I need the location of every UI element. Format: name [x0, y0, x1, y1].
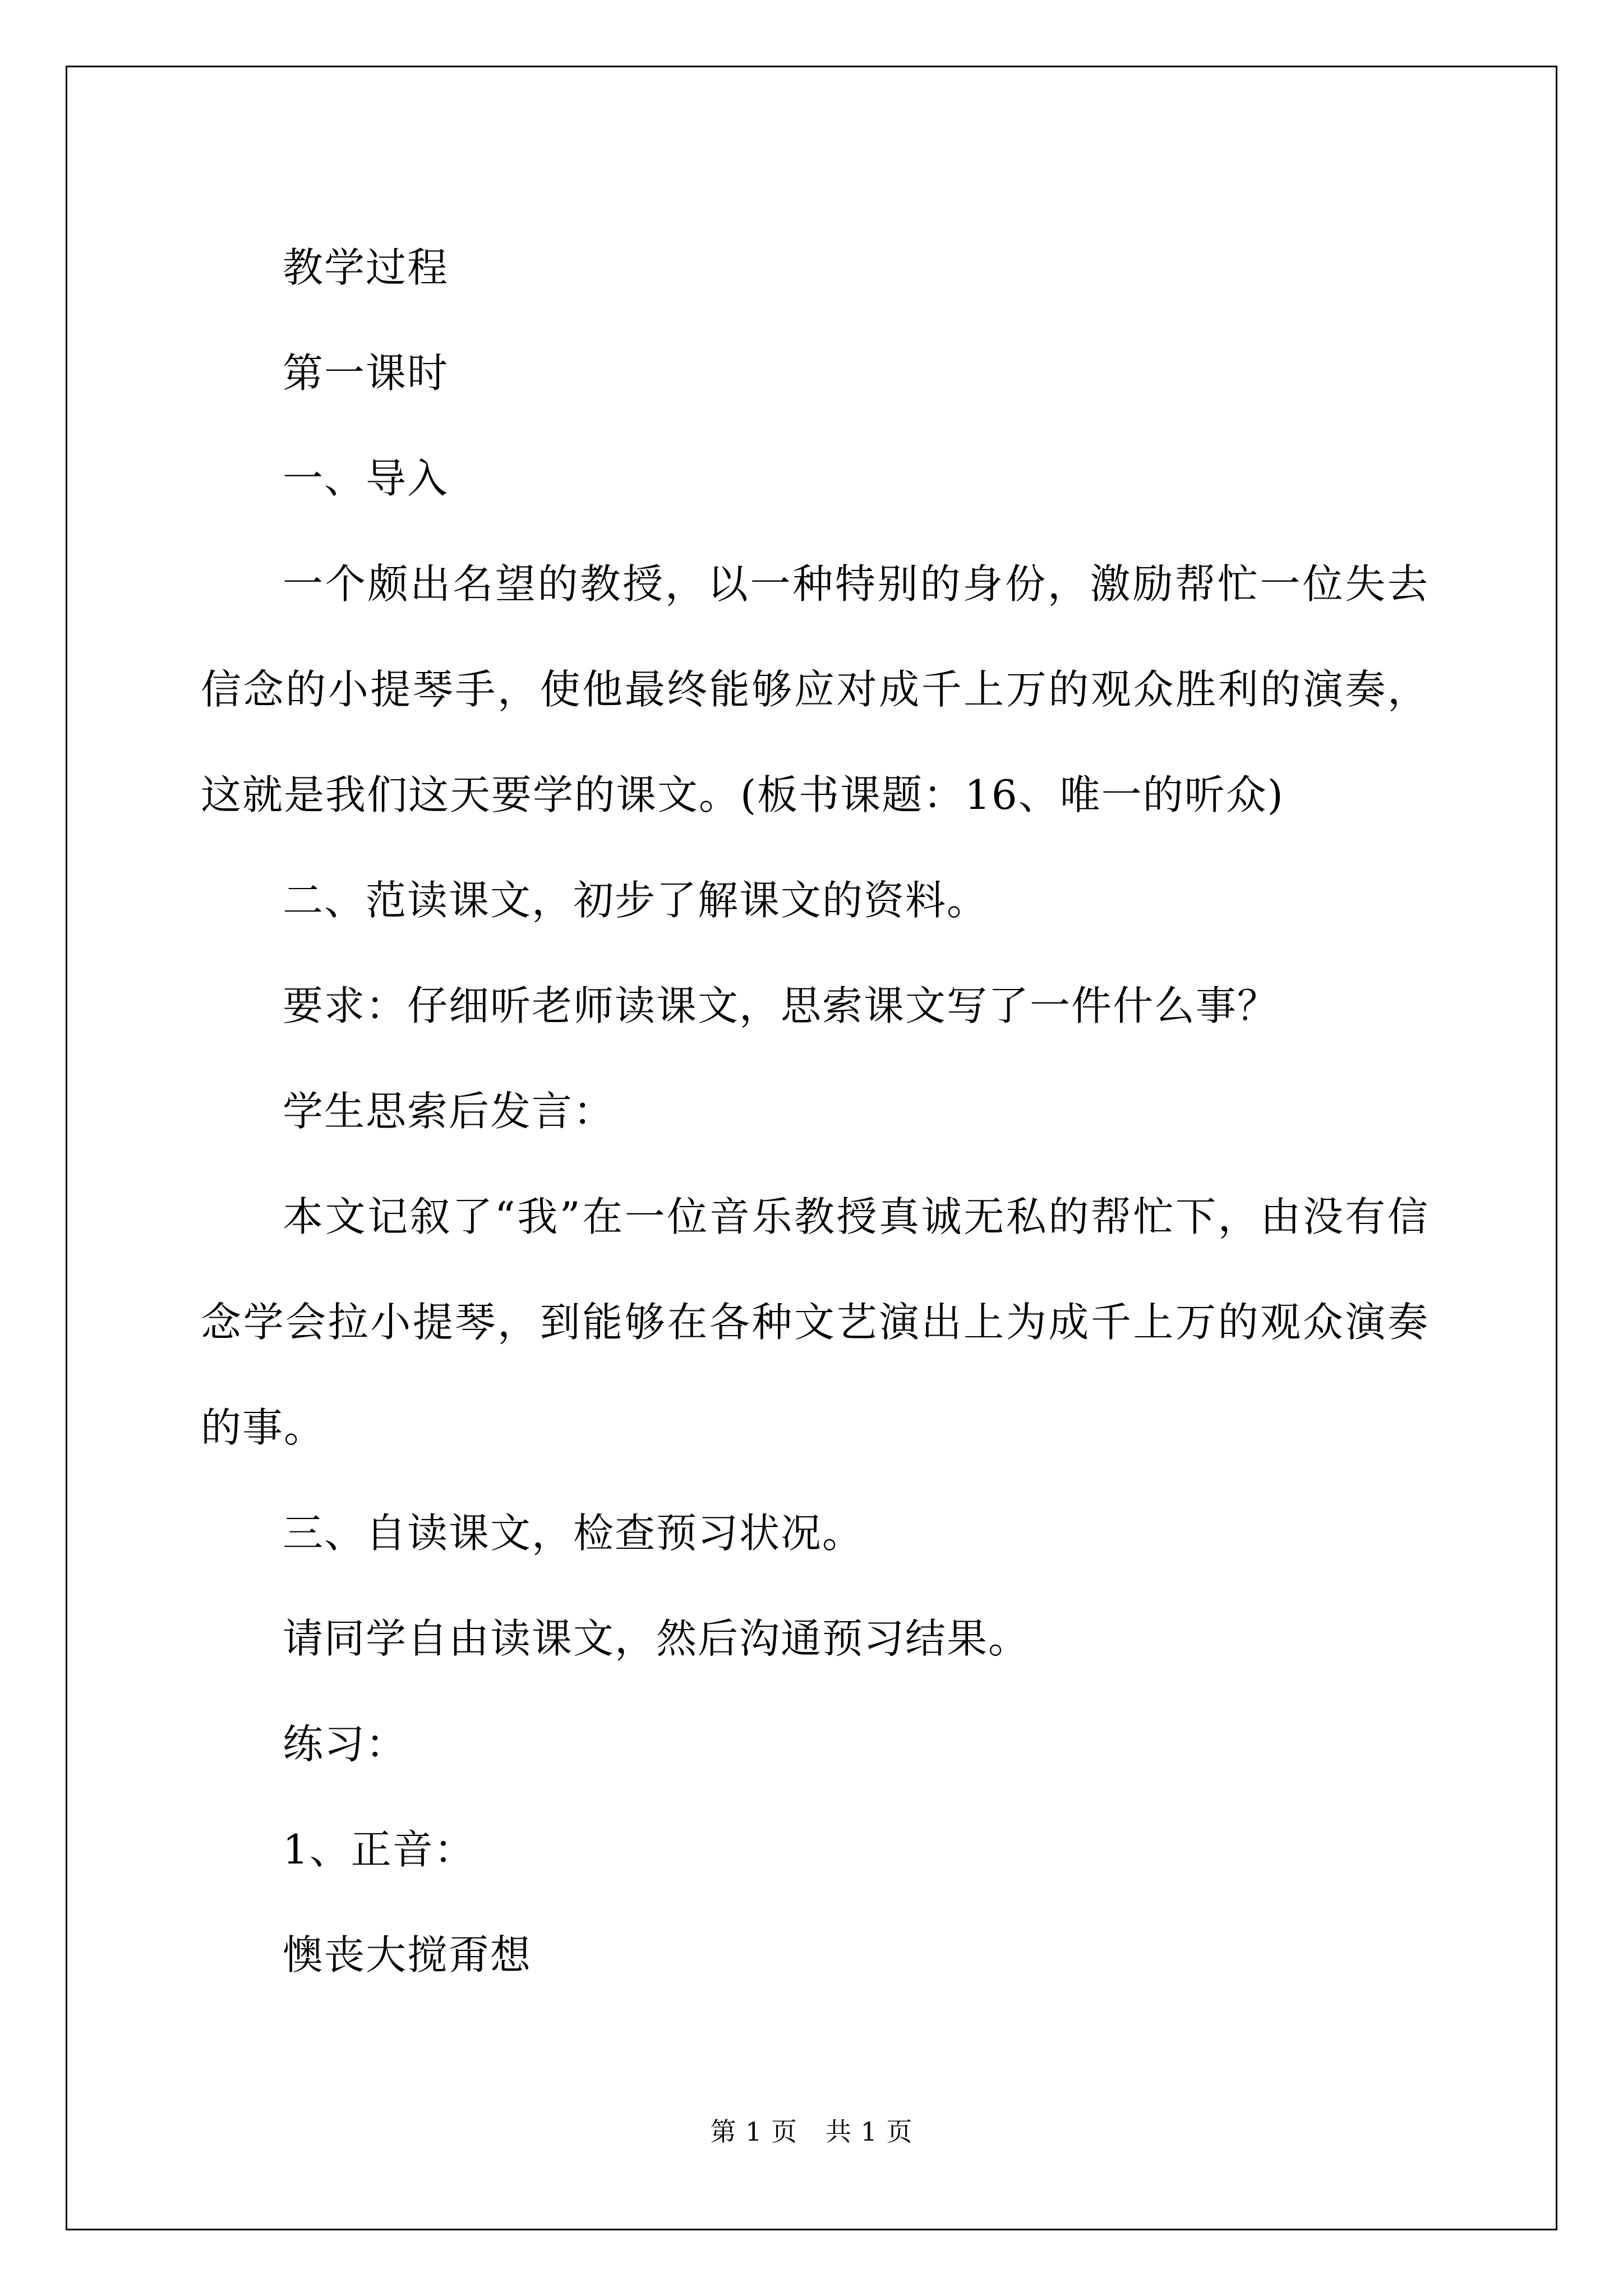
- heading-teaching-process: 教学过程: [283, 244, 449, 291]
- paragraph-vocabulary-words: 懊丧大搅甭想: [283, 1931, 532, 1978]
- paragraph-requirement: 要求：仔细听老师读课文，思索课文写了一件什么事？: [283, 982, 1279, 1029]
- section-heading-introduction: 一、导入: [283, 455, 449, 502]
- page-number-total: 共 1 页: [826, 2116, 913, 2147]
- document-body: [201, 215, 1429, 2008]
- paragraph-introduction: 一个颇出名望的教授，以一种特别的身份，激励帮忙一位失去信念的小提琴手，使他最终能够应对成千上万的观众胜利的演奏，这就是我们这天要学的课文。(板书课题：16、唯一的听众): [201, 560, 1429, 818]
- paragraph-exercise-label: 练习：: [283, 1720, 408, 1768]
- section-heading-model-reading: 二、范读课文，初步了解课文的资料。: [283, 877, 989, 924]
- paragraph-student-response: 学生思索后发言：: [283, 1088, 615, 1135]
- page-number-current: 第 1 页: [710, 2116, 797, 2147]
- heading-first-lesson: 第一课时: [283, 349, 449, 397]
- section-heading-self-reading: 三、自读课文，检查预习状况。: [283, 1510, 864, 1557]
- paragraph-free-reading: 请同学自由读课文，然后沟通预习结果。: [283, 1615, 1030, 1662]
- page-footer: [0, 2115, 1623, 2148]
- paragraph-pronunciation-label: 1、正音：: [283, 1826, 476, 1873]
- paragraph-summary: 本文记叙了“我”在一位音乐教授真诚无私的帮忙下，由没有信念学会拉小提琴，到能够在各种文艺演出上为成千上万的观众演奏的事。: [201, 1193, 1429, 1451]
